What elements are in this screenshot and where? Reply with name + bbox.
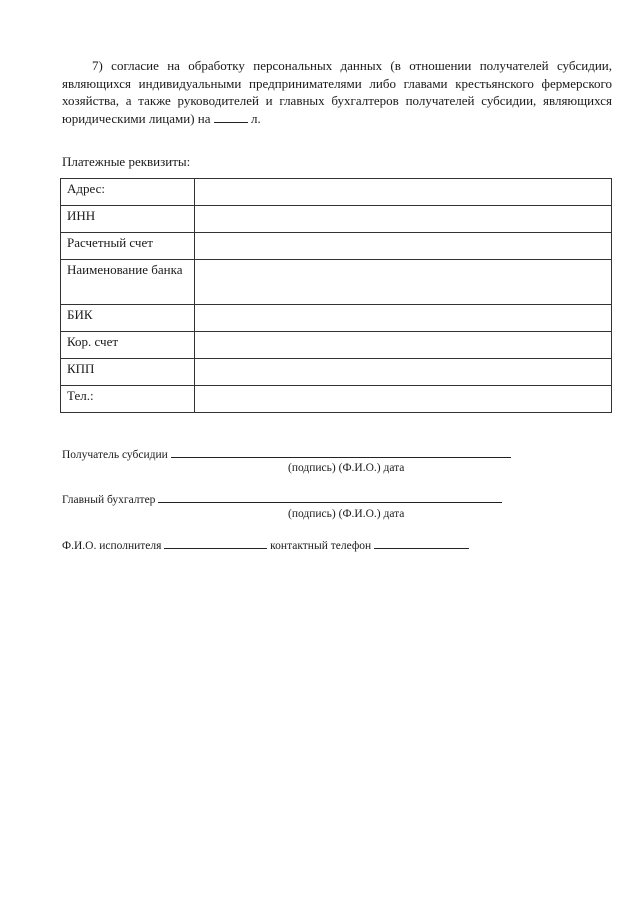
- requisites-label: Наименование банка: [61, 260, 195, 305]
- accountant-signature-line: [62, 491, 502, 506]
- requisites-value: [195, 359, 612, 386]
- requisites-label: КПП: [61, 359, 195, 386]
- requisites-value: [195, 260, 612, 305]
- consent-clause-suffix: л.: [251, 110, 261, 126]
- requisites-value: [195, 206, 612, 233]
- requisites-row-bank: [61, 260, 612, 305]
- requisites-value: [195, 332, 612, 359]
- recipient-signature-line: [62, 446, 511, 461]
- accountant-signature-blank: [158, 491, 502, 503]
- requisites-row-bik: [61, 305, 612, 332]
- requisites-row-phone: [61, 386, 612, 413]
- requisites-row-address: [61, 179, 612, 206]
- requisites-row-kpp: [61, 359, 612, 386]
- requisites-label: БИК: [61, 305, 195, 332]
- consent-clause: [62, 57, 612, 127]
- term-blank: [214, 112, 248, 123]
- recipient-label: Получатель субсидии: [62, 449, 168, 461]
- recipient-caption: (подпись) (Ф.И.О.) дата: [288, 462, 405, 474]
- phone-label: контактный телефон: [270, 540, 372, 552]
- requisites-title: Платежные реквизиты:: [62, 154, 191, 169]
- requisites-label: Адрес:: [61, 179, 195, 206]
- requisites-label: Кор. счет: [61, 332, 195, 359]
- executor-line: [62, 537, 469, 552]
- requisites-row-account: [61, 233, 612, 260]
- recipient-signature-blank: [171, 446, 511, 458]
- requisites-label: ИНН: [61, 206, 195, 233]
- consent-clause-text: 7) согласие на обработку персональных данных (в отношении получателей субсидии, являющихся индивидуальными предпринимателями либо главами крестьянского фермерского хозяйства, а также руководителей и главных бухгалтеров получателей субсидии, являющихся юридическими лицами) на: [62, 58, 612, 126]
- requisites-table: [60, 178, 612, 413]
- requisites-label: Тел.:: [61, 386, 195, 413]
- requisites-row-inn: [61, 206, 612, 233]
- requisites-value: [195, 305, 612, 332]
- executor-label: Ф.И.О. исполнителя: [62, 540, 162, 552]
- accountant-label: Главный бухгалтер: [62, 494, 156, 506]
- requisites-value: [195, 179, 612, 206]
- requisites-value: [195, 233, 612, 260]
- requisites-label: Расчетный счет: [61, 233, 195, 260]
- accountant-caption: (подпись) (Ф.И.О.) дата: [288, 508, 405, 520]
- requisites-row-corr-account: [61, 332, 612, 359]
- requisites-value: [195, 386, 612, 413]
- phone-blank: [374, 537, 469, 549]
- executor-name-blank: [164, 537, 267, 549]
